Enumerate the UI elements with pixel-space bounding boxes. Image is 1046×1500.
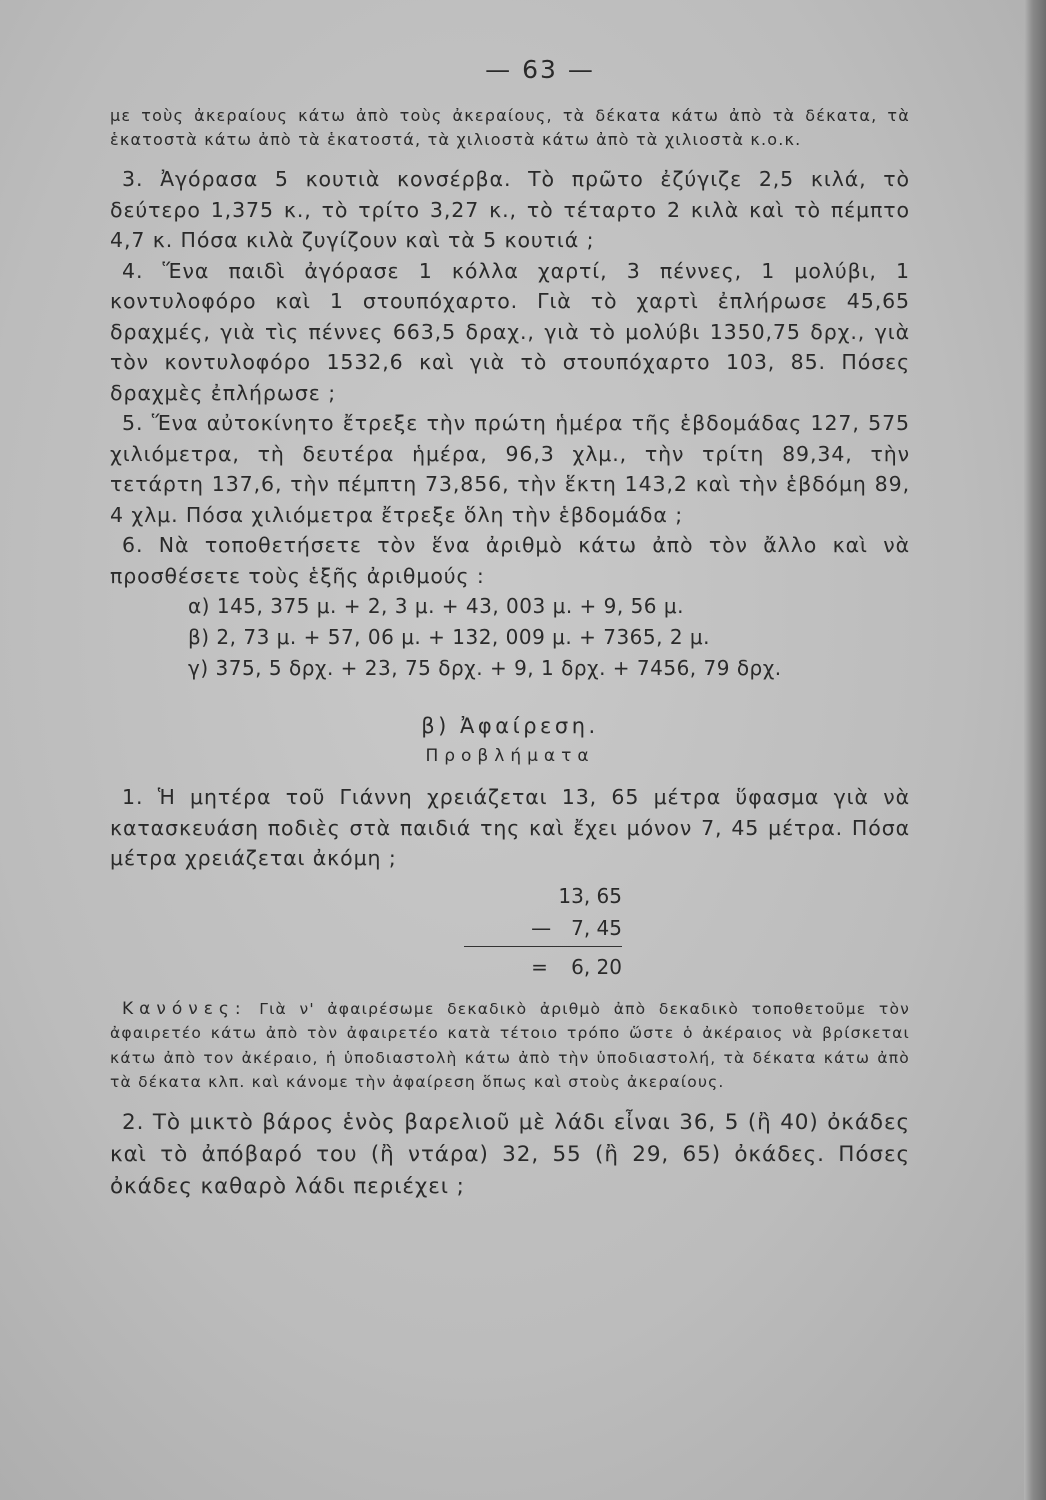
calc-subtrahend-row bbox=[452, 912, 622, 944]
problem-3: 3. Ἀγόρασα 5 κουτιὰ κονσέρβα. Τὸ πρῶτο ἐζύγιζε 2,5 κιλά, τὸ δεύτερο 1,375 κ., τὸ τρίτο 3,27 κ., τὸ τέταρτο 2 κιλὰ καὶ τὸ πέμπτο 4,7 κ. Πόσα κιλὰ ζυγίζουν καὶ τὰ 5 κουτιά ; bbox=[110, 167, 910, 252]
calc-minuend-row bbox=[452, 880, 622, 912]
subtraction-problem-1: 1. Ἡ μητέρα τοῦ Γιάννη χρειάζεται 13, 65 μέτρα ὕφασμα γιὰ νὰ κατασκευάση ποδιὲς στὰ παιδιά της καὶ ἔχει μόνον 7, 45 μέτρα. Πόσα μέτρα χρειάζεται ἀκόμη ; bbox=[110, 785, 910, 870]
sum-b: β) 2, 73 μ. + 57, 06 μ. + 132, 009 μ. + 7365, 2 μ. bbox=[188, 625, 711, 649]
sum-a: α) 145, 375 μ. + 2, 3 μ. + 43, 003 μ. + 9, 56 μ. bbox=[188, 594, 684, 618]
problem-6: 6. Νὰ τοποθετήσετε τὸν ἕνα ἀριθμὸ κάτω ἀπὸ τὸν ἄλλο καὶ νὰ προσθέσετε τοὺς ἑξῆς ἀριθμούς : bbox=[110, 533, 910, 588]
sum-c: γ) 375, 5 δρχ. + 23, 75 δρχ. + 9, 1 δρχ. + 7456, 79 δρχ. bbox=[188, 656, 782, 680]
calc-result-row bbox=[452, 951, 622, 983]
subtraction-problem-2: 2. Τὸ μικτὸ βάρος ἑνὸς βαρελιοῦ μὲ λάδι εἶναι 36, 5 (ἢ 40) ὀκάδες καὶ τὸ ἀπόβαρό του (ἢ ντάρα) 32, 55 (ἢ 29, 65) ὀκάδες. Πόσες ὀκάδες καθαρὸ λάδι περιέχει ; bbox=[110, 1109, 910, 1199]
page-edge-shadow bbox=[1024, 0, 1046, 1500]
intro-text: με τοὺς ἀκεραίους κάτω ἀπὸ τοὺς ἀκεραίους, τὰ δέκατα κάτω ἀπὸ τὰ δέκατα, τὰ ἑκατοστὰ κάτω ἀπὸ τὰ ἑκατοστά, τὰ χιλιοστὰ κάτω ἀπὸ τὰ χιλιοστὰ κ.ο.κ. bbox=[110, 106, 910, 149]
section-subheading: Προβλήματα bbox=[425, 746, 595, 766]
calc-subtrahend: 7, 45 bbox=[571, 915, 622, 940]
calc-minuend: 13, 65 bbox=[558, 883, 622, 908]
problem-4: 4. Ἕνα παιδὶ ἀγόρασε 1 κόλλα χαρτί, 3 πέννες, 1 μολύβι, 1 κοντυλοφόρο καὶ 1 στουπόχαρτο. Γιὰ τὸ χαρτὶ ἐπλήρωσε 45,65 δραχμές, γιὰ τὶς πέννες 663,5 δραχ., γιὰ τὸ μολύβι 1350,75 δρχ., γιὰ τὸν κοντυλοφόρο 1532,6 καὶ γιὰ τὸ στουπόχαρτο 103, 85. Πόσες δραχμὲς ἐπλήρωσε ; bbox=[110, 258, 910, 405]
calc-minus-sign: — bbox=[531, 915, 552, 940]
calc-equals-sign: = bbox=[531, 954, 548, 979]
problem-5: 5. Ἕνα αὐτοκίνητο ἔτρεξε τὴν πρώτη ἡμέρα τῆς ἑβδομάδας 127, 575 χιλιόμετρα, τὴ δευτέρα ἡμέρα, 96,3 χλμ., τὴν τρίτη 89,34, τὴν τετάρτη 137,6, τὴν πέμπτη 73,856, τὴν ἕκτη 143,2 καὶ τὴν ἑβδόμη 89, 4 χλμ. Πόσα χιλιόμετρα ἔτρεξε ὅλη τὴν ἑβδομάδα ; bbox=[110, 411, 910, 527]
subtraction-calculation bbox=[452, 880, 622, 983]
rules-text: Γιὰ ν' ἀφαιρέσωμε δεκαδικὸ ἀριθμὸ ἀπὸ δεκαδικὸ τοποθετοῦμε τὸν ἀφαιρετέο κάτω ἀπὸ τὸν ἀφαιρετέο κατὰ τέτοιο τρόπο ὥστε ὁ ἀκέραιος νὰ βρίσκεται κάτω ἀπὸ τον ἀκέραιο, ἡ ὑποδιαστολὴ κάτω ἀπὸ τὴν ὑποδιαστολή, τὰ δέκατα κάτω ἀπὸ τὰ δέκατα κλπ. καὶ κάνομε τὴν ἀφαίρεση ὅπως καὶ στοὺς ἀκεραίους. bbox=[110, 999, 910, 1091]
rules-paragraph bbox=[110, 997, 910, 1095]
page-content bbox=[110, 55, 910, 1203]
rules-label: Κανόνες: bbox=[122, 998, 247, 1019]
calc-rule-line bbox=[464, 946, 622, 947]
section-heading: β) Ἀφαίρεση. bbox=[421, 714, 599, 738]
calc-result: 6, 20 bbox=[571, 954, 622, 979]
page-number: — 63 — bbox=[485, 55, 595, 84]
